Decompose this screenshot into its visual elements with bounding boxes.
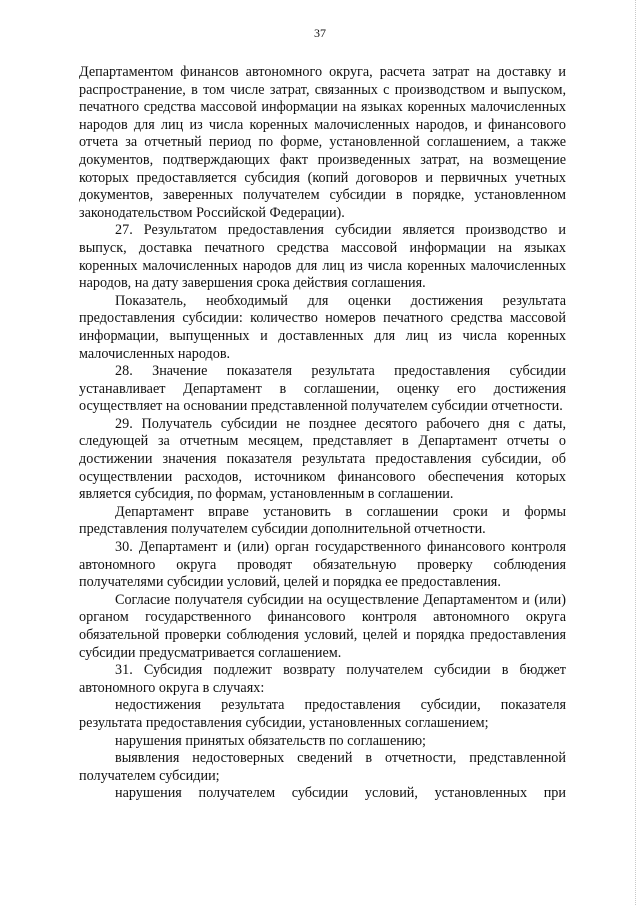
- paragraph: Департаментом финансов автономного округа, расчета затрат на доставку и распространение, в том числе затрат, связанных с производством и выпуском, печатного средства массовой информации на языках коренных малочисленных народов для лиц из числа коренных малочисленных народов, и финансового отчета за отчетный период по форме, установленной соглашением, а также документов, подтверждающих факт произведенных затрат, на возмещение которых предоставляется субсидия (копий договоров и первичных учетных документов, заверенных получателем субсидии в порядке, установленном законодательством Российской Федерации).: [79, 64, 566, 221]
- paragraph: 28. Значение показателя результата предоставления субсидии устанавливает Департамент в соглашении, оценку его достижения осуществляет на основании представленной получателем субсидии отчетности.: [79, 363, 566, 415]
- page-number: 37: [314, 26, 326, 40]
- paragraph: Показатель, необходимый для оценки достижения результата предоставления субсидии: количество номеров печатного средства массовой информации, выпущенных и доставленных для лиц из числа коренных малочисленных народов.: [79, 292, 566, 362]
- paragraph: нарушения получателем субсидии условий, установленных при: [115, 785, 566, 802]
- document-body: [79, 64, 566, 803]
- page-edge-scan-mark: [634, 0, 636, 905]
- paragraph: недостижения результата предоставления субсидии, показателя результата предоставления субсидии, установленных соглашением;: [79, 697, 566, 731]
- paragraph: 30. Департамент и (или) орган государственного финансового контроля автономного округа проводят обязательную проверку соблюдения получателями субсидии условий, целей и порядка ее предоставления.: [79, 539, 566, 591]
- paragraph: Департамент вправе установить в соглашении сроки и формы представления получателем субсидии дополнительной отчетности.: [79, 503, 566, 538]
- paragraph: нарушения принятых обязательств по соглашению;: [115, 732, 426, 749]
- paragraph: 29. Получатель субсидии не позднее десятого рабочего дня с даты, следующей за отчетным месяцем, представляет в Департамент отчеты о достижении значения показателя результата предоставления субсидии, об осуществлении расходов, источником финансового обеспечения которых является субсидия, по формам, установленным в соглашении.: [79, 415, 566, 503]
- paragraph: 31. Субсидия подлежит возврату получателем субсидии в бюджет автономного округа в случаях:: [79, 662, 566, 696]
- paragraph: Согласие получателя субсидии на осуществление Департаментом и (или) органом государственного финансового контроля автономного округа обязательной проверки соблюдения условий, целей и порядка предоставления субсидии предусматривается соглашением.: [79, 591, 566, 661]
- paragraph: 27. Результатом предоставления субсидии является производство и выпуск, доставка печатного средства массовой информации на языках коренных малочисленных народов для лиц из числа коренных малочисленных народов, на дату завершения срока действия соглашения.: [79, 222, 566, 292]
- paragraph: выявления недостоверных сведений в отчетности, представленной получателем субсидии;: [79, 750, 566, 784]
